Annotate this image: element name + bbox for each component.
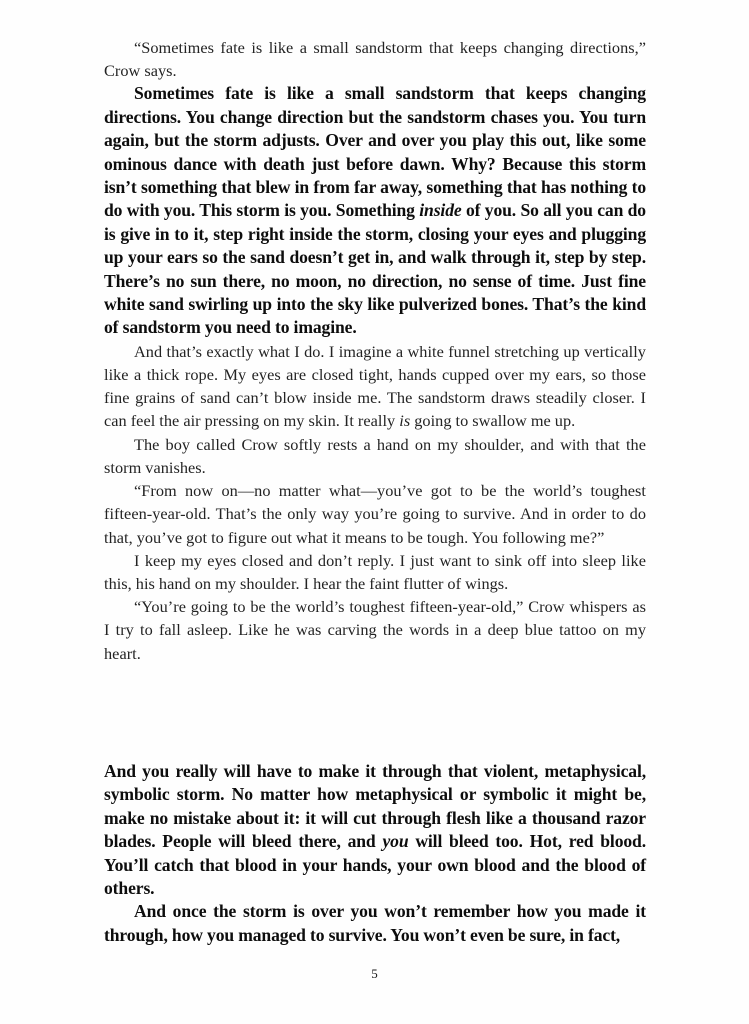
paragraph-from-now-on: “From now on—no matter what—you’ve got to be the world’s toughest fifteen-year-old. That’s the only way you’re going to survive. And in order to do that, you’ve got to figure out what it means to be tough. You following me?” — [104, 481, 646, 547]
paragraph-crow-whispers: “You’re going to be the world’s toughest fifteen-year-old,” Crow whispers as I try to fall asleep. Like he was carving the words in a deep blue tattoo on my heart. — [104, 597, 646, 663]
emphasis-is: is — [399, 411, 411, 431]
emphasis-inside: inside — [419, 200, 462, 221]
page-number: 5 — [371, 966, 378, 981]
paragraph-text-run: Sometimes fate is like a small sandstorm that keeps changing directions. You change direction but the sandstorm chases you. You turn again, but the storm adjusts. Over and over you play this out, like some ominous dance with death just before dawn. Why? Because this storm isn’t something that blew in from far away, something that has nothing to do with you. This storm is you. Something — [104, 83, 646, 221]
paragraph-text-run: And you really will have to make it through that violent, metaphysical, symbolic storm. No matter how metaphysical or symbolic it might be, make no mistake about it: it will cut through flesh like a thousand razor blades. People will bleed there, and — [104, 761, 646, 852]
paragraph-text-run: of you. So all you can do is give in to it, step right inside the storm, closing your eyes and plugging up your ears so the sand doesn’t get in, and walk through it, step by step. There’s no sun there, no moon, no direction, no sense of time. Just fine white sand swirling up into the sky like pulverized bones. That’s the kind of sandstorm you need to imagine. — [104, 200, 646, 338]
paragraph-white-funnel — [104, 340, 646, 433]
paragraph-crow-quote-opening: “Sometimes fate is like a small sandstorm that keeps changing directions,” Crow says. — [104, 38, 646, 81]
upper-text-block — [104, 36, 646, 665]
emphasis-you: you — [382, 831, 409, 852]
paragraph-boy-called-crow: The boy called Crow softly rests a hand on my shoulder, and with that the storm vanishes. — [104, 434, 646, 477]
paragraph-text-run: will bleed too. Hot, red blood. You’ll catch that blood in your hands, your own blood and the blood of others. — [104, 831, 646, 899]
paragraph-violent-storm — [104, 760, 646, 900]
paragraph-eyes-closed: I keep my eyes closed and don’t reply. I just want to sink off into sleep like this, his hand on my shoulder. I hear the faint flutter of wings. — [104, 550, 646, 593]
paragraph-text-run: going to swallow me up. — [410, 411, 576, 431]
paragraph-once-storm-over: And once the storm is over you won’t remember how you made it through, how you managed to survive. You won’t even be sure, in fact, — [104, 901, 646, 945]
paragraph-sandstorm-heavy — [104, 82, 646, 339]
paragraph-text-run: And that’s exactly what I do. I imagine a white funnel stretching up vertically like a thick rope. My eyes are closed tight, hands cupped over my ears, so those fine grains of sand can’t blow inside me. The sandstorm draws steadily closer. I can feel the air pressing on my skin. It really — [104, 341, 646, 431]
lower-text-block — [104, 760, 646, 947]
